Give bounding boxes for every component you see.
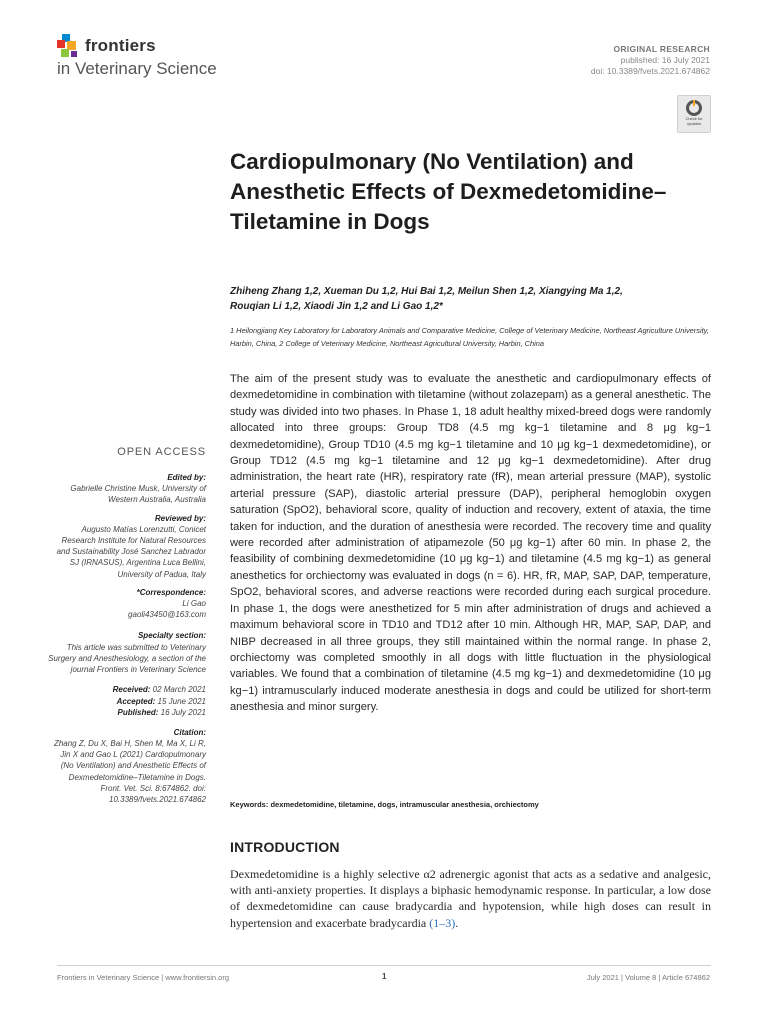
- accepted-row: [46, 696, 206, 708]
- footer-issue: July 2021 | Volume 8 | Article 674862: [586, 973, 710, 982]
- reviewers: Augusto Matías Lorenzutti, Conicet Research Institute for Natural Resources and Sustainability José Sanchez Labrador SJ (IRNASUS), Argentina Luca Bellini, University of Padua, Italy: [56, 524, 206, 579]
- accepted-label: Accepted:: [116, 696, 156, 706]
- correspondence-label: *Correspondence:: [136, 587, 206, 597]
- article-title: Cardiopulmonary (No Ventilation) and Anesthetic Effects of Dexmedetomidine–Tiletamine in Dogs: [230, 149, 667, 234]
- journal-name: in Veterinary Science: [57, 59, 217, 78]
- citation-link[interactable]: (1–3): [429, 915, 456, 930]
- edited-by-label: Edited by:: [167, 473, 206, 482]
- introduction-text: Dexmedetomidine is a highly selective α2 adrenergic agonist that acts as a sedative and analgesic, with anti-anxiety properties. It displays a biphasic hemodynamic response. In particular, a low dose of dexmedetomidine can cause bradycardia and hypotension, while high doses can result in hypertension and exacerbate bradycardia: [230, 867, 711, 930]
- received-label: Received:: [112, 685, 151, 695]
- published-date: published: 16 July 2021: [620, 55, 710, 65]
- correspondence-email[interactable]: gaoli43450@163.com: [128, 610, 206, 620]
- keywords-label: Keywords:: [230, 800, 269, 809]
- open-access-label: OPEN ACCESS: [117, 446, 206, 458]
- editor: Gabrielle Christine Musk, University of Western Australia, Australia: [70, 484, 206, 505]
- published-label: Published:: [117, 708, 159, 718]
- footer-divider: [57, 965, 711, 966]
- abstract: The aim of the present study was to evaluate the anesthetic and cardiopulmonary effects of dexmedetomidine in combination with tiletamine (without zolazepam) as a general anesthetic. The study was divided into two phases. In Phase 1, 18 adult healthy mixed-breed dogs were randomly allocated into three groups: Group TD8 (4.5 mg kg−1 tiletamine and 8 μg kg−1 dexmedetomidine), Group TD10 (4.5 mg kg−1 tiletamine and 10 μg kg−1 dexmedetomidine), or Group TD12 (4.5 mg kg−1 tiletamine and 12 μg kg−1 dexmedetomidine). After drug administration, the heart rate (HR), respiratory rate (fR), mean arterial pressure (MAP), systolic arterial pressure (SAP), diastolic arterial pressure (DAP), peripheral hemoglobin oxygen saturation (SpO2), behavioral score, quality of induction and recovery, extent of ataxia, the time taken for induction, and the duration of anesthesia were recorded. The recovery time and quality were recorded after administration of atipamezole (50 μg kg−1) after 60 min. In phase 2, the feasibility of combining dexmedetomidine (10 μg kg−1) and tiletamine (4.5 mg kg−1) as general anesthetics for orchiectomy was evaluated in dogs (n = 6). HR, fR, MAP, SAP, DAP, temperature, SpO2, behavioral scores, and adverse reactions were recorded during each surgical procedure. In phase 1, the dogs were anesthetized for 5 min after administration of drugs and achieved a maximum behavioral score in TD10 and TD12 after 10 min. Although HR, MAP, SAP, DAP, and NIBP decreased in all three groups, they still maintained within the normal range. In phase 2, orchiectomy was completed smoothly in all dogs with little fluctuation in the physiological variables. We found that a combination of tiletamine (4.5 mg kg−1) and dexmedetomidine (10 μg kg−1) intramuscularly induced moderate anesthesia in dogs and could be utilized for short-term anesthesia and minor surgery.: [230, 373, 711, 714]
- page-number: 1: [382, 972, 387, 981]
- reviewed-by-label: Reviewed by:: [154, 513, 206, 523]
- citation-text: Zhang Z, Du X, Bai H, Shen M, Ma X, Li R, Jin X and Gao L (2021) Cardiopulmonary (No Ventilation) and Anesthetic Effects of Dexmedetomidine–Tiletamine in Dogs. Front. Vet. Sci. 8:674862. doi: 10.3389/fvets.2021.674862: [53, 738, 206, 804]
- check-updates-label-2: updates: [686, 120, 702, 126]
- check-for-updates-button[interactable]: [677, 95, 711, 133]
- keywords-list: dexmedetomidine, tiletamine, dogs, intramuscular anesthesia, orchiectomy: [270, 800, 539, 809]
- frontiers-logo-icon: [57, 34, 83, 60]
- received-date: 02 March 2021: [152, 685, 206, 695]
- authors-line-2: Rouqian Li 1,2, Xiaodi Jin 1,2 and Li Gao 1,2*: [230, 301, 443, 312]
- article-meta-header: [591, 44, 710, 77]
- specialty-section: This article was submitted to Veterinary Surgery and Anesthesiology, a section of the journal Frontiers in Veterinary Science: [48, 642, 206, 675]
- logo-wordmark: frontiers: [85, 36, 156, 55]
- correspondence-name: Li Gao: [182, 599, 206, 609]
- footer-journal[interactable]: Frontiers in Veterinary Science | www.frontiersin.org: [57, 973, 230, 982]
- author-list: [230, 284, 710, 314]
- specialty-section-label: Specialty section:: [137, 631, 206, 641]
- introduction-end: .: [455, 915, 459, 930]
- introduction-paragraph: [230, 866, 711, 931]
- accepted-date: 15 June 2021: [157, 696, 206, 706]
- affiliations: 1 Heilongjiang Key Laboratory for Laboratory Animals and Comparative Medicine, College of Veterinary Medicine, Northeast Agriculture University, Harbin, China, 2 College of Veterinary Medicine, Northeast Agricultural University, Harbin, China: [230, 326, 709, 348]
- keywords: [230, 800, 710, 809]
- check-updates-icon: [685, 99, 703, 117]
- authors-line-1: Zhiheng Zhang 1,2, Xueman Du 1,2, Hui Bai 1,2, Meilun Shen 1,2, Xiangying Ma 1,2,: [230, 286, 623, 297]
- check-updates-label-1: Check for: [685, 116, 703, 121]
- published-row: [46, 707, 206, 719]
- published-date-sidebar: 16 July 2021: [160, 708, 206, 718]
- citation-label: Citation:: [173, 727, 206, 737]
- doi[interactable]: doi: 10.3389/fvets.2021.674862: [590, 66, 710, 76]
- article-sidebar: [46, 472, 206, 805]
- journal-logo[interactable]: [57, 34, 297, 84]
- introduction-heading: INTRODUCTION: [230, 839, 340, 855]
- received-row: [46, 684, 206, 696]
- article-type: ORIGINAL RESEARCH: [613, 44, 710, 54]
- article-dates: [46, 684, 206, 719]
